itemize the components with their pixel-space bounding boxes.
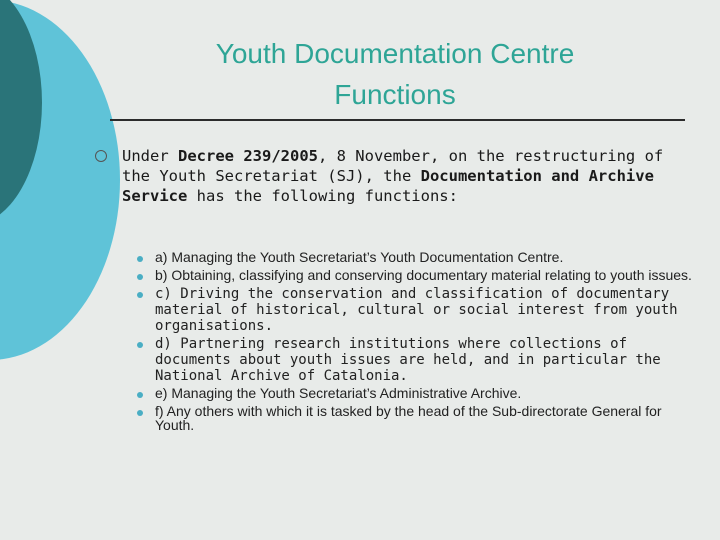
hollow-bullet-icon (95, 150, 107, 162)
bullet-dot-icon (137, 274, 143, 280)
title-line-2: Functions (334, 79, 456, 110)
list-item: e) Managing the Youth Secretariat’s Administrative Archive. (137, 386, 697, 400)
bullet-dot-icon (137, 256, 143, 262)
list-item: b) Obtaining, classifying and conserving documentary material relating to youth issues. (137, 268, 697, 282)
intro-paragraph: Under Decree 239/2005, 8 November, on the restructuring of the Youth Secretariat (SJ), the Documentation and Archive Service has the following functions: (122, 147, 664, 205)
list-item: d) Partnering research institutions where collections of documents about youth issues are held, and in particular the National Archive of Catalonia. (137, 336, 697, 384)
bullet-dot-icon (137, 392, 143, 398)
bullet-dot-icon (137, 342, 143, 348)
bullet-dot-icon (137, 292, 143, 298)
slide-title (110, 33, 680, 115)
list-item: a) Managing the Youth Secretariat’s Youth Documentation Centre. (137, 250, 697, 264)
decree-reference: Decree 239/2005 (178, 147, 318, 165)
list-item: f) Any others with which it is tasked by the head of the Sub-directorate General for Youth. (137, 404, 697, 432)
service-name: Documentation and Archive Service (122, 167, 654, 205)
functions-list (137, 250, 697, 436)
list-item: c) Driving the conservation and classification of documentary material of historical, cultural or social interest from youth organisations. (137, 286, 697, 334)
bullet-dot-icon (137, 410, 143, 416)
title-divider (110, 119, 685, 121)
title-line-1: Youth Documentation Centre (215, 38, 575, 69)
